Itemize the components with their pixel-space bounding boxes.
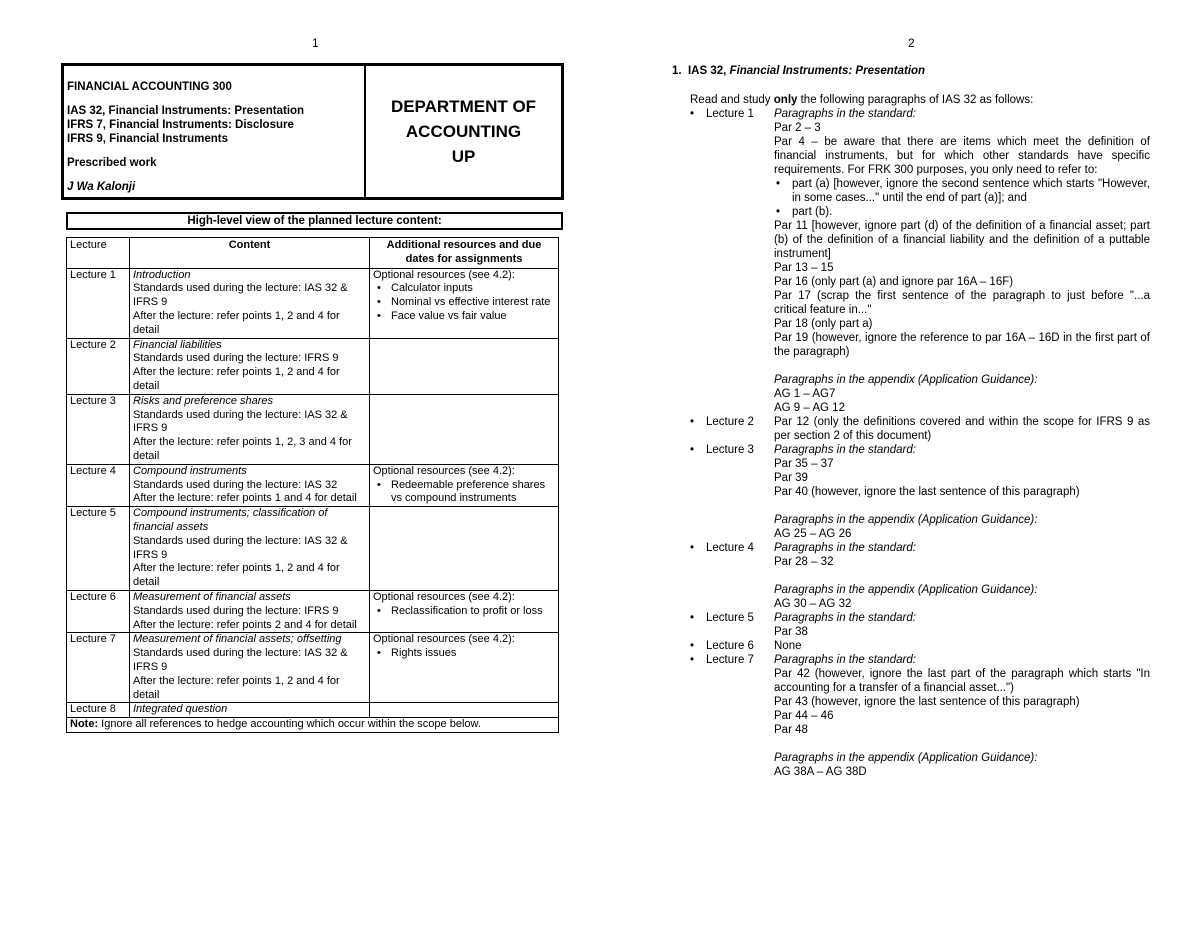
paragraph-ref: Par 48 xyxy=(774,724,808,736)
author: J Wa Kalonji xyxy=(67,181,136,193)
resources-title: Optional resources (see 4.2): xyxy=(373,268,515,281)
list-item: • Lecture 7 Paragraphs in the standard: Par 42 (however, ignore the last part of the paragraph which starts "In accounting for a transfer of a financial asset...") Par 43 (however, ignore the last sentence of this paragraph) Par 44 – 46 Par 48 Paragraphs in the appendix (Application Guidance): AG 38A – AG 38D xyxy=(690,654,1150,778)
lecture-label: Lecture 7 xyxy=(706,654,754,666)
standards-used: Standards used during the lecture: IAS 32 & IFRS 9 xyxy=(133,534,348,561)
right-page xyxy=(600,0,1200,927)
sub-item: part (a) [however, ignore the second sentence which starts "However, in some cases..." until the end of part (a)]; and xyxy=(792,178,1150,204)
standards-used: Standards used during the lecture: IFRS 9 xyxy=(133,352,339,365)
paragraph-ref: Par 35 – 37 xyxy=(774,458,834,470)
resources-cell xyxy=(370,590,559,632)
paragraph-ref: Par 39 xyxy=(774,472,808,484)
resources-cell xyxy=(370,268,559,338)
resources-list xyxy=(373,282,555,323)
paragraph-ref: AG 25 – AG 26 xyxy=(774,528,852,540)
lecture-cell: Lecture 7 xyxy=(67,633,130,703)
resources-cell xyxy=(370,464,559,506)
resources-cell xyxy=(370,703,559,718)
lecture-label: Lecture 1 xyxy=(706,108,754,120)
paragraph-ref: AG 38A – AG 38D xyxy=(774,766,867,778)
subheading: Paragraphs in the standard: xyxy=(774,108,916,120)
table-row xyxy=(67,464,559,506)
content-cell xyxy=(130,394,370,464)
department-line: DEPARTMENT OF xyxy=(390,97,537,116)
list-item: • Calculator inputs xyxy=(391,282,555,296)
paragraph-ref: Par 38 xyxy=(774,626,808,638)
paragraph-ref: None xyxy=(774,640,802,652)
after-lecture-note: After the lecture: refer points 1, 2 and 4 for detail xyxy=(133,366,340,392)
lecture-cell: Lecture 4 xyxy=(67,464,130,506)
department-line: ACCOUNTING xyxy=(405,122,522,141)
paragraph-ref: Par 17 (scrap the first sentence of the paragraph to just before "...a critical feature in..." xyxy=(774,290,1150,316)
department-name xyxy=(366,66,561,197)
section-number: 1. xyxy=(672,65,682,77)
content-cell xyxy=(130,268,370,338)
content-cell xyxy=(130,633,370,703)
lecture-topic: Risks and preference shares xyxy=(133,394,274,407)
lecture-topic: Compound instruments; classification of financial assets xyxy=(133,507,328,533)
table-row xyxy=(67,268,559,338)
resources-title: Optional resources (see 4.2): xyxy=(373,464,515,477)
list-item: • Face value vs fair value xyxy=(391,310,555,324)
standards-used: Standards used during the lecture: IAS 32 xyxy=(133,478,338,491)
lecture-paragraph-list xyxy=(690,107,1150,779)
lecture-topic: Introduction xyxy=(133,268,191,281)
after-lecture-note: After the lecture: refer points 1 and 4 for detail xyxy=(133,492,357,505)
content-cell xyxy=(130,703,370,718)
table-note xyxy=(67,718,559,733)
lecture-cell: Lecture 5 xyxy=(67,507,130,591)
column-header: Content xyxy=(130,238,370,269)
paragraph-ref: Par 44 – 46 xyxy=(774,710,834,722)
lecture-cell: Lecture 8 xyxy=(67,703,130,718)
list-item: • Rights issues xyxy=(391,647,555,661)
paragraph-ref: Par 4 – be aware that there are items which meet the definition of financial instruments, but for which other standards have specific requirements. For FRK 300 purposes, you only need to refer to: xyxy=(774,136,1150,176)
table-row xyxy=(67,394,559,464)
note-text: Ignore all references to hedge accounting which occur within the scope below. xyxy=(98,718,481,731)
subheading: Paragraphs in the standard: xyxy=(774,612,916,624)
column-header: Additional resources and due dates for assignments xyxy=(370,238,559,269)
lecture-cell: Lecture 6 xyxy=(67,590,130,632)
lecture-topic: Integrated question xyxy=(133,703,228,716)
resources-cell xyxy=(370,633,559,703)
standard-line: IFRS 9, Financial Instruments xyxy=(67,133,229,145)
after-lecture-note: After the lecture: refer points 1, 2, 3 and 4 for detail xyxy=(133,436,352,462)
lecture-cell: Lecture 1 xyxy=(67,268,130,338)
table-row xyxy=(67,338,559,394)
subheading: Paragraphs in the appendix (Application Guidance): xyxy=(774,374,1038,386)
paragraph-ref: Par 28 – 32 xyxy=(774,556,834,568)
lecture-topic: Financial liabilities xyxy=(133,338,222,351)
paragraph-ref: AG 1 – AG7 xyxy=(774,388,836,400)
subheading: Paragraphs in the standard: xyxy=(774,654,916,666)
paragraph-ref: AG 9 – AG 12 xyxy=(774,402,845,414)
subheading: Paragraphs in the standard: xyxy=(774,542,916,554)
resources-cell xyxy=(370,507,559,591)
after-lecture-note: After the lecture: refer points 1, 2 and 4 for detail xyxy=(133,309,340,336)
table-row xyxy=(67,507,559,591)
lecture-table xyxy=(66,237,559,733)
subheading: Paragraphs in the appendix (Application Guidance): xyxy=(774,584,1038,596)
lecture-cell: Lecture 2 xyxy=(67,338,130,394)
resources-list xyxy=(373,605,555,619)
standards-used: Standards used during the lecture: IAS 32 & IFRS 9 xyxy=(133,647,348,673)
paragraph-ref: Par 16 (only part (a) and ignore par 16A – 16F) xyxy=(774,276,1014,288)
after-lecture-note: After the lecture: refer points 1, 2 and 4 for detail xyxy=(133,674,340,701)
standards-used: Standards used during the lecture: IFRS 9 xyxy=(133,604,339,617)
lecture-cell: Lecture 3 xyxy=(67,394,130,464)
lecture-label: Lecture 6 xyxy=(706,640,754,652)
standard-line: IAS 32, Financial Instruments: Presentation xyxy=(67,105,305,117)
resources-list xyxy=(373,479,555,507)
resources-list xyxy=(373,647,555,661)
list-item: • Redeemable preference shares vs compound instruments xyxy=(391,479,555,507)
paragraph-ref: Par 19 (however, ignore the reference to par 16A – 16D in the first part of the paragraph) xyxy=(774,332,1150,358)
table-row xyxy=(67,590,559,632)
content-cell xyxy=(130,338,370,394)
list-item: • Reclassification to profit or loss xyxy=(391,605,555,619)
list-item: • Lecture 2 Par 12 (only the definitions covered and within the scope for IFRS 9 as per section 2 of this document) xyxy=(690,416,1150,442)
list-item: • Lecture 4 Paragraphs in the standard: Par 28 – 32 Paragraphs in the appendix (Application Guidance): AG 30 – AG 32 xyxy=(690,541,1150,611)
lecture-label: Lecture 3 xyxy=(706,444,754,456)
title-box-details xyxy=(64,66,366,197)
subheading: Paragraphs in the appendix (Application Guidance): xyxy=(774,514,1038,526)
content-cell xyxy=(130,464,370,506)
paragraph-ref: Par 11 [however, ignore part (d) of the definition of a financial asset; part (b) of the definition of a financial liability and the definition of a puttable instrument] xyxy=(774,220,1150,260)
lecture-topic: Measurement of financial assets; offsetting xyxy=(133,633,342,646)
paragraph-ref: Par 13 – 15 xyxy=(774,262,834,274)
list-item: • Nominal vs effective interest rate xyxy=(391,296,555,310)
table-row xyxy=(67,633,559,703)
after-lecture-note: After the lecture: refer points 1, 2 and 4 for detail xyxy=(133,562,340,589)
standard-line: IFRS 7, Financial Instruments: Disclosure xyxy=(67,119,294,131)
paragraph-ref: Par 40 (however, ignore the last sentence of this paragraph) xyxy=(774,486,1080,498)
list-item: • Lecture 3 Paragraphs in the standard: Par 35 – 37 Par 39 Par 40 (however, ignore the last sentence of this paragraph) Paragraphs in the appendix (Application Guidance): AG 25 – AG 26 xyxy=(690,443,1150,541)
lecture-label: Lecture 4 xyxy=(706,542,754,554)
list-item: • Lecture 5 Paragraphs in the standard: Par 38 xyxy=(690,611,1150,639)
paragraph-ref: Par 2 – 3 xyxy=(774,122,821,134)
section-heading xyxy=(672,64,1148,78)
standards-used: Standards used during the lecture: IAS 32 & IFRS 9 xyxy=(133,282,348,309)
paragraph-ref: Par 18 (only part a) xyxy=(774,318,873,330)
heading-italic: Financial Instruments: Presentation xyxy=(729,65,926,77)
resources-title: Optional resources (see 4.2): xyxy=(373,590,515,603)
subheading: Paragraphs in the appendix (Application Guidance): xyxy=(774,752,1038,764)
note-label: Note: xyxy=(70,718,99,731)
after-lecture-note: After the lecture: refer points 2 and 4 for detail xyxy=(133,618,357,631)
page-number: 1 xyxy=(312,36,319,50)
content-cell xyxy=(130,590,370,632)
table-row xyxy=(67,703,559,718)
resources-title: Optional resources (see 4.2): xyxy=(373,633,515,646)
paragraph-ref: Par 42 (however, ignore the last part of the paragraph which starts "In accounting for a transfer of a financial asset...") xyxy=(774,668,1150,694)
intro-text: Read and study only the following paragraphs of IAS 32 as follows: xyxy=(690,94,1034,106)
lecture-label: Lecture 5 xyxy=(706,612,754,624)
department-line: UP xyxy=(451,147,476,166)
prescribed-work: Prescribed work xyxy=(67,157,157,169)
standards-used: Standards used during the lecture: IAS 32 & IFRS 9 xyxy=(133,408,348,435)
resources-cell xyxy=(370,394,559,464)
paragraph-ref: AG 30 – AG 32 xyxy=(774,598,852,610)
paragraph-ref: Par 12 (only the definitions covered and within the scope for IFRS 9 as per section 2 of this document) xyxy=(774,416,1150,442)
column-header: Lecture xyxy=(67,238,130,269)
lecture-topic: Measurement of financial assets xyxy=(133,590,291,603)
list-item: • Lecture 6 None xyxy=(690,639,1150,653)
lecture-label: Lecture 2 xyxy=(706,416,754,428)
paragraph-ref: Par 43 (however, ignore the last sentence of this paragraph) xyxy=(774,696,1080,708)
heading-text: IAS 32, xyxy=(687,65,730,77)
course-title: FINANCIAL ACCOUNTING 300 xyxy=(67,81,232,93)
content-cell xyxy=(130,507,370,591)
lecture-topic: Compound instruments xyxy=(133,464,247,477)
subheading: Paragraphs in the standard: xyxy=(774,444,916,456)
resources-cell xyxy=(370,338,559,394)
overview-heading: High-level view of the planned lecture content: xyxy=(66,212,563,230)
sub-item: part (b). xyxy=(792,206,833,218)
title-box xyxy=(61,63,564,200)
page-number: 2 xyxy=(908,36,915,50)
list-item: • Lecture 1 Paragraphs in the standard: Par 2 – 3 Par 4 – be aware that there are items which meet the definition of financial instruments, but for which other standards have specific requirements. For FRK 300 purposes, you only need to refer to: • part (a) [however, ignore the second sentence which starts "However, in some cases..." until the end of part (a)]; and • part (b). Par 11 [however, ignore part (d) of the definition of a financial asset; part (b) of the definition of a financial liability and the definition of a puttable instrument] Par 13 – 15 Par 16 (only part (a) and ignore par 16A – 16F) Par 17 (scrap the first sentence of the paragraph to just before "...a critical feature in..." Par 18 (only part a) Par 19 (however, ignore the reference to par 16A – 16D in the first part of the paragraph) Paragraphs in the appendix (Application Guidance): AG 1 – AG7 AG 9 – AG 12 xyxy=(690,108,1150,414)
